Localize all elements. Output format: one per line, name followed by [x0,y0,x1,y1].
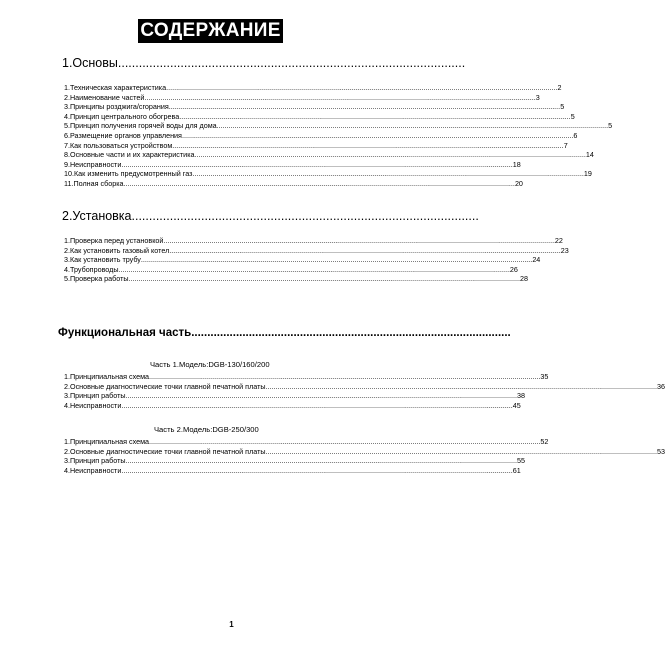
toc-leader [266,382,657,392]
toc-list-part-2 [64,437,665,475]
toc-entry-page: 22 [554,236,563,245]
toc-entry-page: 5 [608,121,613,131]
toc-entry-page: 45 [512,400,521,410]
page-title: СОДЕРЖАНИЕ [138,19,283,43]
toc-entry[interactable] [64,159,521,170]
toc-entry-label: 4.Неисправности [64,465,122,475]
toc-entry-page: 7 [563,140,568,150]
toc-entry[interactable] [64,264,518,275]
toc-entry-label: 8.Основные части и их характеристика [64,150,195,160]
toc-leader [144,93,535,103]
toc-entry-label: 1.Техническая характеристика [64,83,167,92]
toc-entry-label: 3.Принцип работы [64,456,126,466]
toc-entry-label: 3.Принципы розджига/сгорания [64,102,169,112]
part-title: Часть 2.Модель:DGB-250/300 [154,425,259,434]
toc-leader [126,456,517,466]
toc-entry-page: 52 [540,437,549,446]
toc-leader [179,112,570,122]
toc-leader [149,372,540,382]
part-title: Часть 1.Модель:DGB-130/160/200 [150,360,270,369]
section-heading [62,209,479,223]
toc-entry[interactable] [64,236,563,246]
toc-leader [121,401,512,411]
toc-leader [172,141,563,151]
toc-leader [149,437,540,447]
toc-entry-page: 2 [557,83,562,92]
section-heading [62,56,466,70]
toc-entry-label: 2.Основные диагностические точки главной печатной платы [64,446,266,456]
toc-entry[interactable] [64,456,525,466]
section-heading [58,327,511,339]
toc-entry[interactable] [64,381,665,392]
heading-leader: .................................................................................................... [131,209,479,223]
toc-entry-label: 2.Как установить газовый котел [64,245,170,255]
toc-entry-label: 3.Принцип работы [64,391,126,401]
toc-entry-label: 7.Как пользоваться устройством [64,140,173,150]
toc-entry-page: 14 [585,150,594,160]
toc-entry-page: 55 [516,456,525,466]
toc-entry[interactable] [64,83,562,93]
toc-entry-page: 61 [512,465,521,475]
section-heading-text: 1.Основы [62,56,118,70]
toc-entry-label: 10.Как изменить предусмотренный газ [64,169,193,179]
toc-entry-page: 5 [560,102,565,112]
toc-entry-page: 19 [583,169,592,179]
toc-entry-page: 6 [573,130,578,140]
toc-entry-page: 18 [512,159,521,169]
toc-entry-label: 6.Размещение органов управления [64,130,182,140]
toc-entry-page: 53 [656,446,665,456]
toc-leader [121,466,512,476]
toc-entry[interactable] [64,372,549,382]
toc-entry[interactable] [64,446,665,457]
toc-entry-page: 35 [540,372,549,381]
toc-leader [121,160,512,170]
toc-entry-page: 5 [570,111,575,121]
toc-leader [169,102,560,112]
toc-leader [119,265,510,275]
toc-leader [182,131,573,141]
toc-entry-page: 3 [535,92,540,102]
toc-entry[interactable] [64,121,613,131]
toc-entry[interactable] [64,169,592,179]
toc-entry-label: 1.Проверка перед установкой [64,236,164,245]
toc-leader [266,447,657,457]
toc-leader [166,83,557,93]
toc-entry-page: 28 [520,274,528,284]
toc-entry[interactable] [64,92,540,103]
toc-entry[interactable] [64,130,578,141]
toc-leader [126,391,517,401]
toc-entry[interactable] [64,391,525,401]
toc-entry[interactable] [64,111,575,122]
toc-leader [195,150,586,160]
toc-entry-label: 11.Полная сборка [64,178,124,188]
toc-list-basics [64,83,613,189]
toc-leader [217,121,608,131]
toc-entry-page: 20 [514,178,523,188]
toc-list-part-1 [64,372,665,410]
section-heading-text: Функциональная часть [58,327,192,339]
toc-entry-label: 4.Неисправности [64,400,122,410]
toc-entry-label: 5.Принцип получения горячей воды для дома [64,121,217,131]
toc-entry[interactable] [64,465,521,476]
toc-entry-label: 2.Основные диагностические точки главной печатной платы [64,381,266,391]
toc-entry-page: 36 [656,381,665,391]
toc-entry[interactable] [64,255,541,265]
page-number: 1 [229,620,234,629]
toc-leader [163,236,554,246]
toc-entry-page: 24 [532,255,541,265]
toc-entry[interactable] [64,178,523,189]
toc-entry-label: 4.Трубопроводы [64,264,119,274]
toc-entry[interactable] [64,102,565,112]
toc-entry[interactable] [64,400,521,411]
toc-entry[interactable] [64,150,594,160]
toc-leader [141,255,532,265]
toc-entry-label: 4.Принцип центрального обогрева [64,111,180,121]
toc-entry-page: 38 [516,391,525,401]
toc-entry[interactable] [64,274,528,284]
heading-leader: .................................................................................................... [191,327,511,339]
toc-entry-label: 9.Неисправности [64,159,122,169]
toc-entry-label: 3.Как установить трубу [64,255,141,265]
toc-leader [124,179,515,189]
toc-entry[interactable] [64,140,568,151]
section-heading-text: 2.Установка [62,209,132,223]
toc-entry-label: 1.Принципиальная схема [64,437,150,446]
toc-entry-label: 1.Принципиальная схема [64,372,150,381]
toc-list-installation [64,236,569,284]
toc-leader [169,246,560,256]
toc-leader [192,169,583,179]
toc-entry-page: 26 [509,264,518,274]
toc-entry[interactable] [64,245,569,256]
toc-leader [129,274,520,284]
toc-entry-label: 5.Проверка работы [64,274,129,284]
heading-leader: .................................................................................................... [117,56,466,70]
toc-entry-label: 2.Наименование частей [64,92,145,102]
toc-entry[interactable] [64,437,549,447]
toc-entry-page: 23 [560,245,569,255]
